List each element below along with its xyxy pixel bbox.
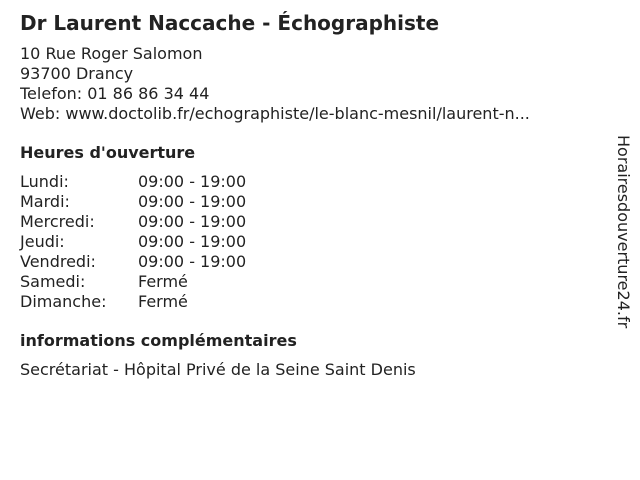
day-label: Dimanche: <box>20 292 107 311</box>
day-label: Vendredi: <box>20 252 96 271</box>
hours-row-saturday <box>20 272 600 292</box>
address-city: 93700 Drancy <box>20 64 134 83</box>
address-street: 10 Rue Roger Salomon <box>20 44 203 63</box>
time-value: Fermé <box>138 272 188 291</box>
hours-row-tuesday <box>20 192 600 212</box>
day-label: Mercredi: <box>20 212 95 231</box>
opening-hours-list <box>20 172 600 312</box>
hours-row-wednesday <box>20 212 600 232</box>
time-value: 09:00 - 19:00 <box>138 192 247 211</box>
phone-number[interactable]: Telefon: 01 86 86 34 44 <box>20 84 210 103</box>
day-label: Jeudi: <box>20 232 65 251</box>
time-value: 09:00 - 19:00 <box>138 212 247 231</box>
opening-hours-heading: Heures d'ouverture <box>20 143 196 162</box>
business-title: Dr Laurent Naccache - Échographiste <box>20 11 440 35</box>
time-value: Fermé <box>138 292 188 311</box>
hours-row-friday <box>20 252 600 272</box>
additional-info-heading: informations complémentaires <box>20 331 297 350</box>
day-label: Lundi: <box>20 172 69 191</box>
time-value: 09:00 - 19:00 <box>138 252 247 271</box>
website-link[interactable]: Web: www.doctolib.fr/echographiste/le-blanc-mesnil/laurent-n... <box>20 104 530 123</box>
business-card <box>20 10 600 380</box>
site-brand-watermark: Horairesdouverture24.fr <box>614 135 633 329</box>
hours-row-thursday <box>20 232 600 252</box>
hours-row-monday <box>20 172 600 192</box>
time-value: 09:00 - 19:00 <box>138 232 247 251</box>
day-label: Mardi: <box>20 192 70 211</box>
time-value: 09:00 - 19:00 <box>138 172 247 191</box>
additional-info-text: Secrétariat - Hôpital Privé de la Seine Saint Denis <box>20 360 416 379</box>
day-label: Samedi: <box>20 272 86 291</box>
hours-row-sunday <box>20 292 600 312</box>
